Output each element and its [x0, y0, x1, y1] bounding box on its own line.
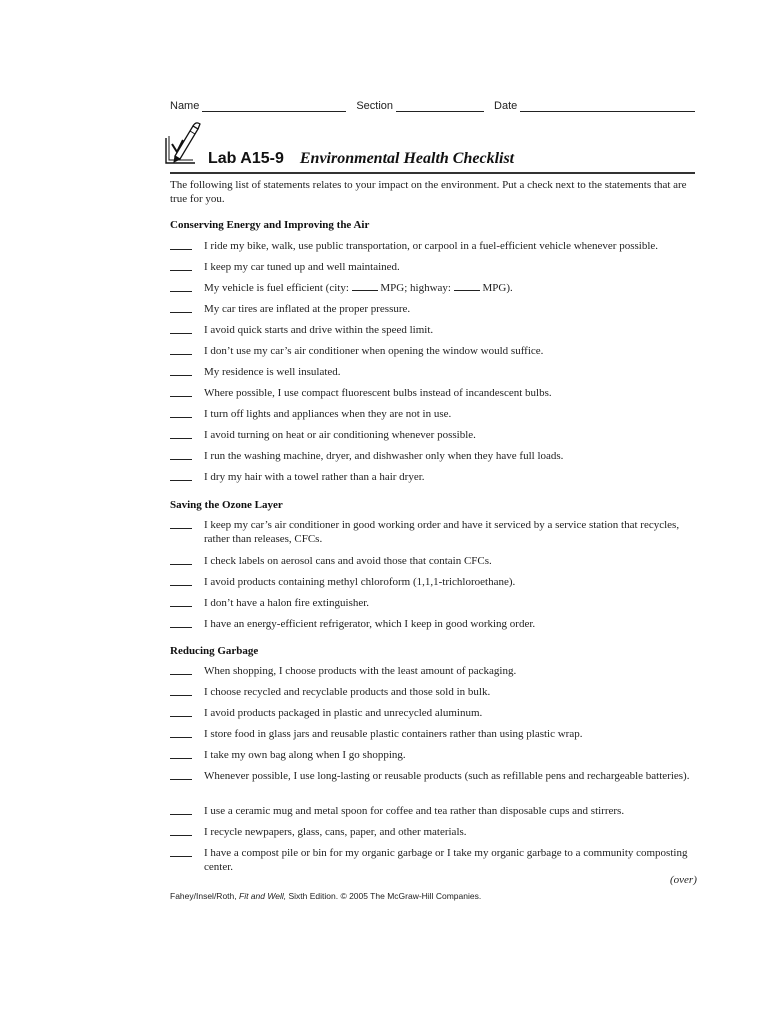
check-blank[interactable] [170, 846, 192, 857]
checklist-item: I store food in glass jars and reusable plastic containers rather than using plastic wrap. [170, 727, 698, 741]
checklist-item: Where possible, I use compact fluorescent bulbs instead of incandescent bulbs. [170, 386, 698, 400]
title-divider [170, 172, 695, 174]
section-heading-ozone: Saving the Ozone Layer [170, 499, 283, 511]
continued-label: (over) [670, 874, 697, 886]
checklist-item: My car tires are inflated at the proper pressure. [170, 302, 698, 316]
checklist-item: I keep my car’s air conditioner in good working order and have it serviced by a service station that recycles, rather than releases, CFCs. [170, 518, 698, 546]
check-blank[interactable] [170, 323, 192, 334]
checklist-item: I don’t have a halon fire extinguisher. [170, 596, 698, 610]
checklist-item: I use a ceramic mug and metal spoon for coffee and tea rather than disposable cups and stirrers. [170, 804, 698, 818]
checklist-item-mpg: My vehicle is fuel efficient (city: MPG; highway: MPG). [170, 281, 698, 295]
check-blank[interactable] [170, 685, 192, 696]
check-blank[interactable] [170, 575, 192, 586]
checklist-item: I recycle newpapers, glass, cans, paper, and other materials. [170, 825, 698, 839]
check-blank[interactable] [170, 617, 192, 628]
check-blank[interactable] [170, 825, 192, 836]
checklist-item: I avoid products containing methyl chloroform (1,1,1-trichloroethane). [170, 575, 698, 589]
check-blank[interactable] [170, 428, 192, 439]
check-blank[interactable] [170, 281, 192, 292]
checklist-item: I have a compost pile or bin for my organic garbage or I take my organic garbage to a community composting center. [170, 846, 698, 874]
lab-title-row [208, 150, 514, 168]
check-blank[interactable] [170, 748, 192, 759]
name-field[interactable] [202, 100, 346, 112]
name-label: Name [170, 100, 200, 112]
check-blank[interactable] [170, 260, 192, 271]
check-blank[interactable] [170, 470, 192, 481]
checklist-item: I dry my hair with a towel rather than a hair dryer. [170, 470, 698, 484]
lab-title: Environmental Health Checklist [299, 150, 515, 167]
check-blank[interactable] [170, 769, 192, 780]
checklist-item: I check labels on aerosol cans and avoid those that contain CFCs. [170, 554, 698, 568]
pencil-checklist-icon [163, 118, 203, 170]
check-blank[interactable] [170, 727, 192, 738]
checklist-item: I choose recycled and recyclable products and those sold in bulk. [170, 685, 698, 699]
checklist-item: I turn off lights and appliances when they are not in use. [170, 407, 698, 421]
checklist-item: I ride my bike, walk, use public transportation, or carpool in a fuel-efficient vehicle whenever possible. [170, 239, 698, 253]
intro-text: The following list of statements relates to your impact on the environment. Put a check next to the statements that are true for you. [170, 179, 687, 205]
checklist-item: I avoid quick starts and drive within the speed limit. [170, 323, 698, 337]
check-blank[interactable] [170, 449, 192, 460]
checklist-item: Whenever possible, I use long-lasting or reusable products (such as refillable pens and rechargeable batteries). [170, 769, 698, 783]
section-heading-energy: Conserving Energy and Improving the Air [170, 219, 370, 231]
check-blank[interactable] [170, 386, 192, 397]
check-blank[interactable] [170, 706, 192, 717]
checklist-item: I don’t use my car’s air conditioner when opening the window would suffice. [170, 344, 698, 358]
check-blank[interactable] [170, 365, 192, 376]
check-blank[interactable] [170, 596, 192, 607]
checklist-item: I run the washing machine, dryer, and dishwasher only when they have full loads. [170, 449, 698, 463]
check-blank[interactable] [170, 804, 192, 815]
checklist-item: I take my own bag along when I go shopping. [170, 748, 698, 762]
check-blank[interactable] [170, 239, 192, 250]
check-blank[interactable] [170, 344, 192, 355]
section-field[interactable] [396, 100, 484, 112]
copyright-footer: Fahey/Insel/Roth, Fit and Well, Sixth Edition. © 2005 The McGraw-Hill Companies. [170, 891, 482, 901]
check-blank[interactable] [170, 407, 192, 418]
section-label: Section [356, 100, 394, 112]
checklist-item: I keep my car tuned up and well maintained. [170, 260, 698, 274]
checklist-item: I avoid products packaged in plastic and unrecycled aluminum. [170, 706, 698, 720]
section-heading-garbage: Reducing Garbage [170, 645, 259, 657]
lab-number: Lab A15-9 [208, 150, 284, 167]
check-blank[interactable] [170, 554, 192, 565]
check-blank[interactable] [170, 302, 192, 313]
city-mpg-field[interactable] [352, 281, 378, 291]
checklist-item: I avoid turning on heat or air conditioning whenever possible. [170, 428, 698, 442]
checklist-item: I have an energy-efficient refrigerator, which I keep in good working order. [170, 617, 698, 631]
highway-mpg-field[interactable] [454, 281, 480, 291]
checklist-item: My residence is well insulated. [170, 365, 698, 379]
check-blank[interactable] [170, 518, 192, 529]
date-field[interactable] [520, 100, 695, 112]
student-info-line [170, 100, 700, 112]
check-blank[interactable] [170, 664, 192, 675]
checklist-item: When shopping, I choose products with the least amount of packaging. [170, 664, 698, 678]
date-label: Date [494, 100, 518, 112]
